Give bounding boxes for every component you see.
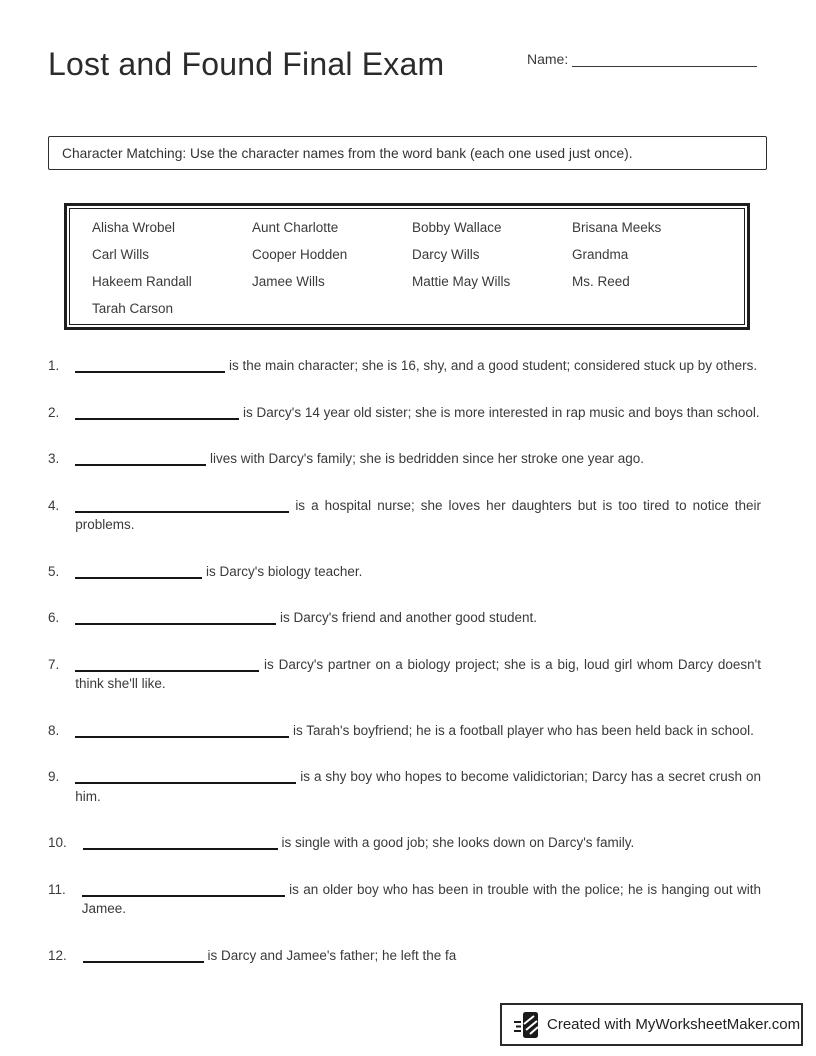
answer-blank-line[interactable] — [75, 722, 289, 738]
word-bank-name: Cooper Hodden — [252, 247, 348, 262]
question-text — [75, 767, 761, 806]
question-number: 1. — [48, 358, 60, 373]
answer-blank-line[interactable] — [83, 834, 278, 850]
question-text-content: is Darcy's biology teacher. — [206, 563, 363, 579]
word-bank-name: Aunt Charlotte — [252, 220, 339, 235]
word-bank-name: Jamee Wills — [252, 274, 325, 289]
question-row — [48, 767, 761, 806]
question-number: 10. — [48, 835, 67, 850]
name-blank-line[interactable] — [572, 52, 757, 67]
question-row — [48, 403, 761, 423]
answer-blank-line[interactable] — [75, 450, 206, 466]
answer-blank-line[interactable] — [75, 656, 259, 672]
answer-blank-line[interactable] — [75, 357, 225, 373]
question-text-content: is the main character; she is 16, shy, and a good student; considered stuck up by others. — [229, 358, 758, 373]
question-text-content: is a hospital nurse; she loves her daughters but is too tired to notice their problems. — [75, 497, 761, 532]
question-number: 9. — [48, 769, 60, 784]
question-row — [48, 356, 761, 376]
question-number: 6. — [48, 610, 60, 625]
word-bank-name: Hakeem Randall — [92, 274, 192, 289]
question-text-content: is single with a good job; she looks down on Darcy's family. — [281, 835, 635, 850]
word-bank-grid — [69, 208, 745, 325]
answer-blank-line[interactable] — [75, 609, 276, 625]
answer-blank-line[interactable] — [75, 404, 239, 420]
question-text-content: is Darcy's friend and another good student. — [280, 610, 538, 625]
questions-list — [48, 356, 761, 992]
instruction-box — [48, 136, 767, 170]
question-text-content: is Darcy and Jamee's father; he left the fa — [207, 947, 457, 963]
answer-blank-line[interactable] — [75, 497, 289, 513]
word-bank-name: Grandma — [572, 247, 629, 262]
word-bank-name: Bobby Wallace — [412, 220, 502, 235]
question-text — [75, 449, 761, 469]
question-text — [75, 562, 761, 582]
question-text-content: is Tarah's boyfriend; he is a football player who has been held back in school. — [293, 722, 754, 738]
question-text — [75, 721, 761, 741]
answer-blank-line[interactable] — [75, 563, 202, 579]
question-number: 2. — [48, 404, 60, 420]
question-text — [83, 833, 761, 853]
question-number: 11. — [48, 881, 66, 897]
watermark-text: Created with MyWorksheetMaker.com — [547, 1016, 801, 1033]
question-text — [75, 403, 761, 423]
question-row — [48, 655, 761, 694]
answer-blank-line[interactable] — [83, 947, 204, 963]
question-number: 4. — [48, 497, 60, 513]
word-bank-name: Ms. Reed — [572, 274, 630, 289]
question-row — [48, 608, 761, 628]
question-row — [48, 562, 761, 582]
question-text — [75, 496, 761, 535]
question-text — [75, 608, 761, 628]
page-title: Lost and Found Final Exam — [48, 46, 445, 82]
question-text — [82, 880, 761, 919]
answer-blank-line[interactable] — [82, 881, 285, 897]
question-row — [48, 449, 761, 469]
question-text-content: is Darcy's 14 year old sister; she is more interested in rap music and boys than school. — [243, 404, 760, 420]
instruction-text: Character Matching: Use the character names from the word bank (each one used just once). — [62, 145, 633, 161]
question-row — [48, 833, 761, 853]
word-bank-name: Brisana Meeks — [572, 220, 662, 235]
word-bank-name: Alisha Wrobel — [92, 220, 176, 235]
word-bank-name: Darcy Wills — [412, 247, 480, 262]
question-number: 7. — [48, 656, 60, 672]
question-text-content: lives with Darcy's family; she is bedridden since her stroke one year ago. — [210, 451, 645, 466]
question-text-content: is Darcy's partner on a biology project; she is a big, loud girl whom Darcy doesn't think she'll like. — [75, 656, 761, 691]
question-number: 5. — [48, 563, 60, 579]
word-bank — [64, 203, 750, 330]
question-number: 12. — [48, 947, 67, 963]
question-row — [48, 721, 761, 741]
word-bank-name: Carl Wills — [92, 247, 149, 262]
question-text-content: is an older boy who has been in trouble with the police; he is hanging out with Jamee. — [81, 881, 761, 916]
question-number: 3. — [48, 451, 60, 466]
word-bank-name: Mattie May Wills — [412, 274, 511, 289]
question-number: 8. — [48, 722, 60, 738]
question-row — [48, 880, 761, 919]
question-row — [48, 496, 761, 535]
question-row — [48, 946, 761, 966]
question-text — [75, 655, 761, 694]
question-text-content: is a shy boy who hopes to become validictorian; Darcy has a secret crush on him. — [75, 769, 761, 804]
question-text — [83, 946, 761, 966]
answer-blank-line[interactable] — [75, 768, 296, 784]
name-field — [527, 51, 757, 67]
name-label: Name: — [527, 51, 569, 67]
flying-worksheet-icon — [514, 1010, 540, 1040]
watermark-badge — [500, 1003, 803, 1046]
question-text — [75, 356, 761, 376]
word-bank-name: Tarah Carson — [92, 301, 174, 316]
